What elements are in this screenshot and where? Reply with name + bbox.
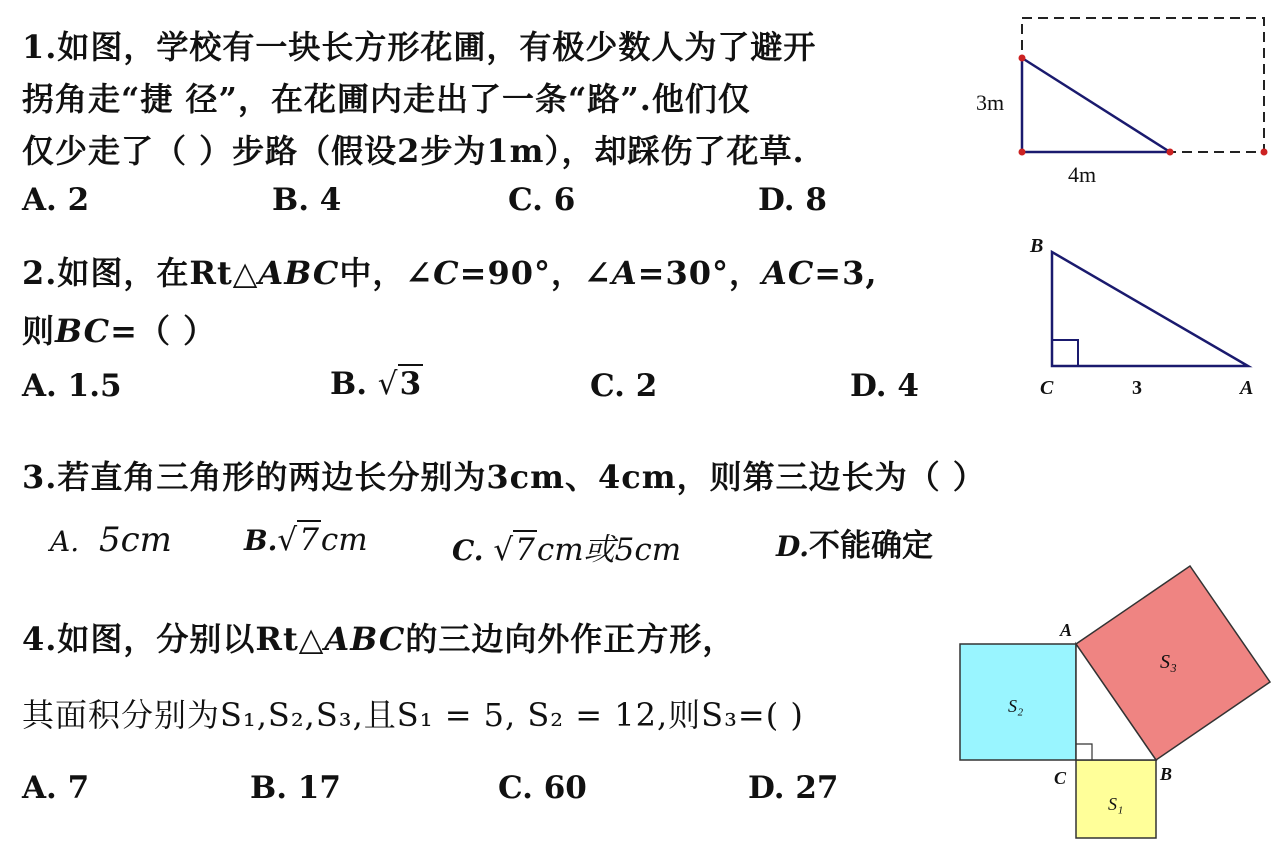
q1-figure [968, 10, 1278, 190]
q2-text: =30°， [637, 254, 762, 292]
q4-label-s2: S₂ [1008, 696, 1024, 716]
q4-line-1 [22, 614, 735, 660]
q3-option-d [776, 520, 933, 565]
q4-line-2: 其面积分别为S₁,S₂,S₃,且S₁ = 5, S₂ = 12,则S₃=( ) [22, 696, 804, 734]
q2-text: 中，∠ [339, 254, 434, 292]
q3-option-c-radicand: 7 [515, 532, 535, 568]
q1-option-d: D. 8 [758, 182, 827, 218]
q4-figure [950, 560, 1276, 844]
q1-point [1019, 149, 1026, 156]
q4-option-d: D. 27 [748, 770, 839, 806]
q2-figure [1020, 232, 1278, 404]
q4-label-c: C [1054, 768, 1067, 788]
q1-option-b: B. 4 [272, 182, 342, 218]
q1-point [1261, 149, 1268, 156]
q2-text: 2.如图，在Rt△ [22, 254, 259, 292]
q4-label-s1: S₁ [1108, 794, 1124, 814]
q4-label-s3: S₃ [1160, 651, 1177, 673]
q1-line-2: 拐角走“捷 径”，在花圃内走出了一条“路”.他们仅 [22, 80, 751, 118]
q1-path [1022, 58, 1170, 152]
q2-label-c: C [1040, 377, 1054, 399]
q1-option-c: C. 6 [508, 182, 576, 218]
q1-garden-rect [1022, 18, 1264, 152]
q2-text: =90°，∠ [459, 254, 612, 292]
sqrt-symbol: √3 [377, 366, 422, 402]
q2-ac: AC [762, 254, 815, 292]
q2-c: C [433, 254, 460, 292]
q3-option-c-rest: cm或5cm [536, 532, 682, 568]
q2-right-angle-mark [1052, 340, 1078, 366]
q2-option-b-radicand: 3 [399, 366, 422, 402]
q4-label-b: B [1160, 764, 1173, 784]
q4-option-c: C. 60 [498, 770, 587, 806]
q3-option-b [244, 522, 368, 558]
q3-option-b-unit: cm [320, 522, 368, 558]
q2-a: A [611, 254, 638, 292]
q2-line-1 [22, 248, 878, 294]
q2-text: =（ ） [110, 312, 217, 350]
q2-option-a: A. 1.5 [22, 368, 122, 404]
q4-label-a: A [1060, 620, 1073, 640]
sqrt-symbol: √7 [493, 532, 535, 568]
q4-text: 4.如图，分别以Rt△ [22, 620, 325, 658]
q2-option-d: D. 4 [850, 368, 919, 404]
q3-option-d-prefix: D. [776, 530, 810, 563]
q3-option-c-prefix: C. [452, 534, 484, 567]
q1-point [1167, 149, 1174, 156]
q2-option-c: C. 2 [590, 368, 658, 404]
q1-label-4m: 4m [1068, 162, 1097, 187]
q2-triangle [1052, 252, 1248, 366]
q2-text: =3, [814, 254, 878, 292]
q2-label-3: 3 [1132, 377, 1142, 399]
q3-option-d-text: 不能确定 [809, 528, 934, 564]
q2-bc: BC [55, 312, 111, 350]
q1-option-a: A. 2 [22, 182, 90, 218]
q4-text: 的三边向外作正方形， [405, 620, 736, 658]
q2-text: 则 [22, 312, 56, 350]
q2-abc: ABC [258, 254, 340, 292]
q2-label-b: B [1030, 235, 1044, 257]
q1-line-3: 仅少走了（ ）步路（假设2步为1m），却踩伤了花草. [22, 132, 805, 170]
q4-abc: ABC [324, 620, 406, 658]
q2-line-2 [22, 306, 216, 352]
q3-option-a-value: 5cm [98, 520, 172, 560]
q3-option-a-prefix: A. [50, 525, 80, 558]
q1-line-1: 1.如图，学校有一块长方形花圃，有极少数人为了避开 [22, 28, 817, 66]
q3-option-b-radicand: 7 [299, 522, 319, 558]
q3-option-c [452, 524, 681, 569]
q4-option-a: A. 7 [22, 770, 90, 806]
q2-label-a: A [1240, 377, 1254, 399]
q2-option-b-prefix: B. [330, 366, 367, 402]
q3-option-a [50, 520, 172, 560]
q1-point [1019, 55, 1026, 62]
q2-option-b [330, 366, 423, 402]
sqrt-symbol: √7 [277, 522, 319, 558]
q4-option-b: B. 17 [250, 770, 341, 806]
q3-line-1: 3.若直角三角形的两边长分别为3cm、4cm，则第三边长为（ ） [22, 458, 986, 496]
q3-option-b-prefix: B. [244, 524, 278, 557]
q1-label-3m: 3m [976, 90, 1005, 115]
